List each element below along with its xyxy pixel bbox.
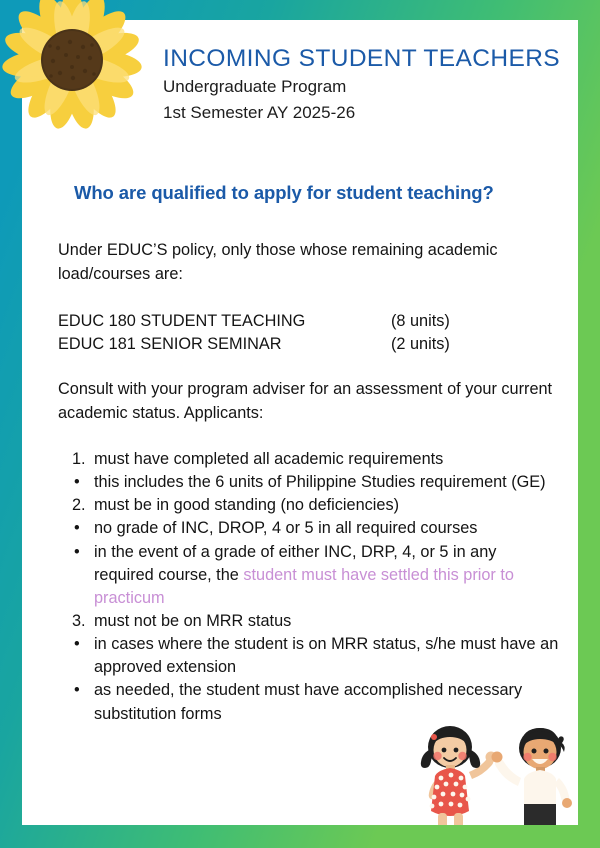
- requirements-list: [70, 448, 560, 726]
- course-units: (8 units): [391, 312, 450, 330]
- list-marker: 2.: [72, 496, 86, 515]
- list-marker: •: [74, 635, 80, 654]
- list-item-text: must be in good standing (no deficiencies): [94, 496, 400, 515]
- two-children-waving-icon: [407, 720, 578, 825]
- list-marker: •: [74, 681, 80, 700]
- list-marker: •: [74, 519, 80, 538]
- list-item-text-plain: in the event of a grade of either INC, DRP, 4, or 5 in any required course, the: [94, 542, 497, 584]
- list-item: [70, 494, 560, 517]
- subtitle-semester: 1st Semester AY 2025-26: [163, 103, 356, 123]
- list-marker: •: [74, 542, 80, 561]
- list-item-text: [94, 541, 560, 610]
- list-item-text: no grade of INC, DROP, 4 or 5 in all required courses: [94, 519, 478, 538]
- list-item: [70, 633, 560, 679]
- list-item-text: must not be on MRR status: [94, 611, 292, 630]
- policy-paragraph: Under EDUC’S policy, only those whose remaining academic load/courses are:: [58, 241, 498, 283]
- list-item-text: this includes the 6 units of Philippine Studies requirement (GE): [94, 473, 546, 492]
- course-list: [58, 310, 518, 356]
- list-marker: 3.: [72, 611, 86, 630]
- header: [163, 45, 563, 125]
- list-marker: •: [74, 473, 80, 492]
- list-item: [70, 517, 560, 540]
- list-item: [70, 679, 560, 725]
- course-row: [58, 333, 518, 356]
- list-item: [70, 541, 560, 610]
- subtitle-program: Undergraduate Program: [163, 77, 347, 97]
- list-item-text-highlighted: student must have settled this prior to practicum: [94, 565, 514, 607]
- course-row: [58, 310, 518, 333]
- page-title: INCOMING STUDENT TEACHERS: [163, 45, 561, 72]
- list-item-text: must have completed all academic requirements: [94, 450, 444, 468]
- list-item: [70, 610, 560, 633]
- list-marker: 1.: [72, 450, 86, 468]
- list-item-text: in cases where the student is on MRR status, s/he must have an approved extension: [94, 635, 559, 677]
- list-item-text: as needed, the student must have accomplished necessary substitution forms: [94, 681, 523, 723]
- poster-card: [22, 20, 578, 825]
- course-name: EDUC 180 STUDENT TEACHING: [58, 312, 306, 330]
- course-units: (2 units): [391, 335, 450, 354]
- list-item: [70, 471, 560, 494]
- section-question: Who are qualified to apply for student teaching?: [74, 182, 494, 203]
- course-name: EDUC 181 SENIOR SEMINAR: [58, 335, 282, 354]
- consult-paragraph: Consult with your program adviser for an assessment of your current academic status. Applicants:: [58, 380, 553, 422]
- list-item: [70, 448, 560, 471]
